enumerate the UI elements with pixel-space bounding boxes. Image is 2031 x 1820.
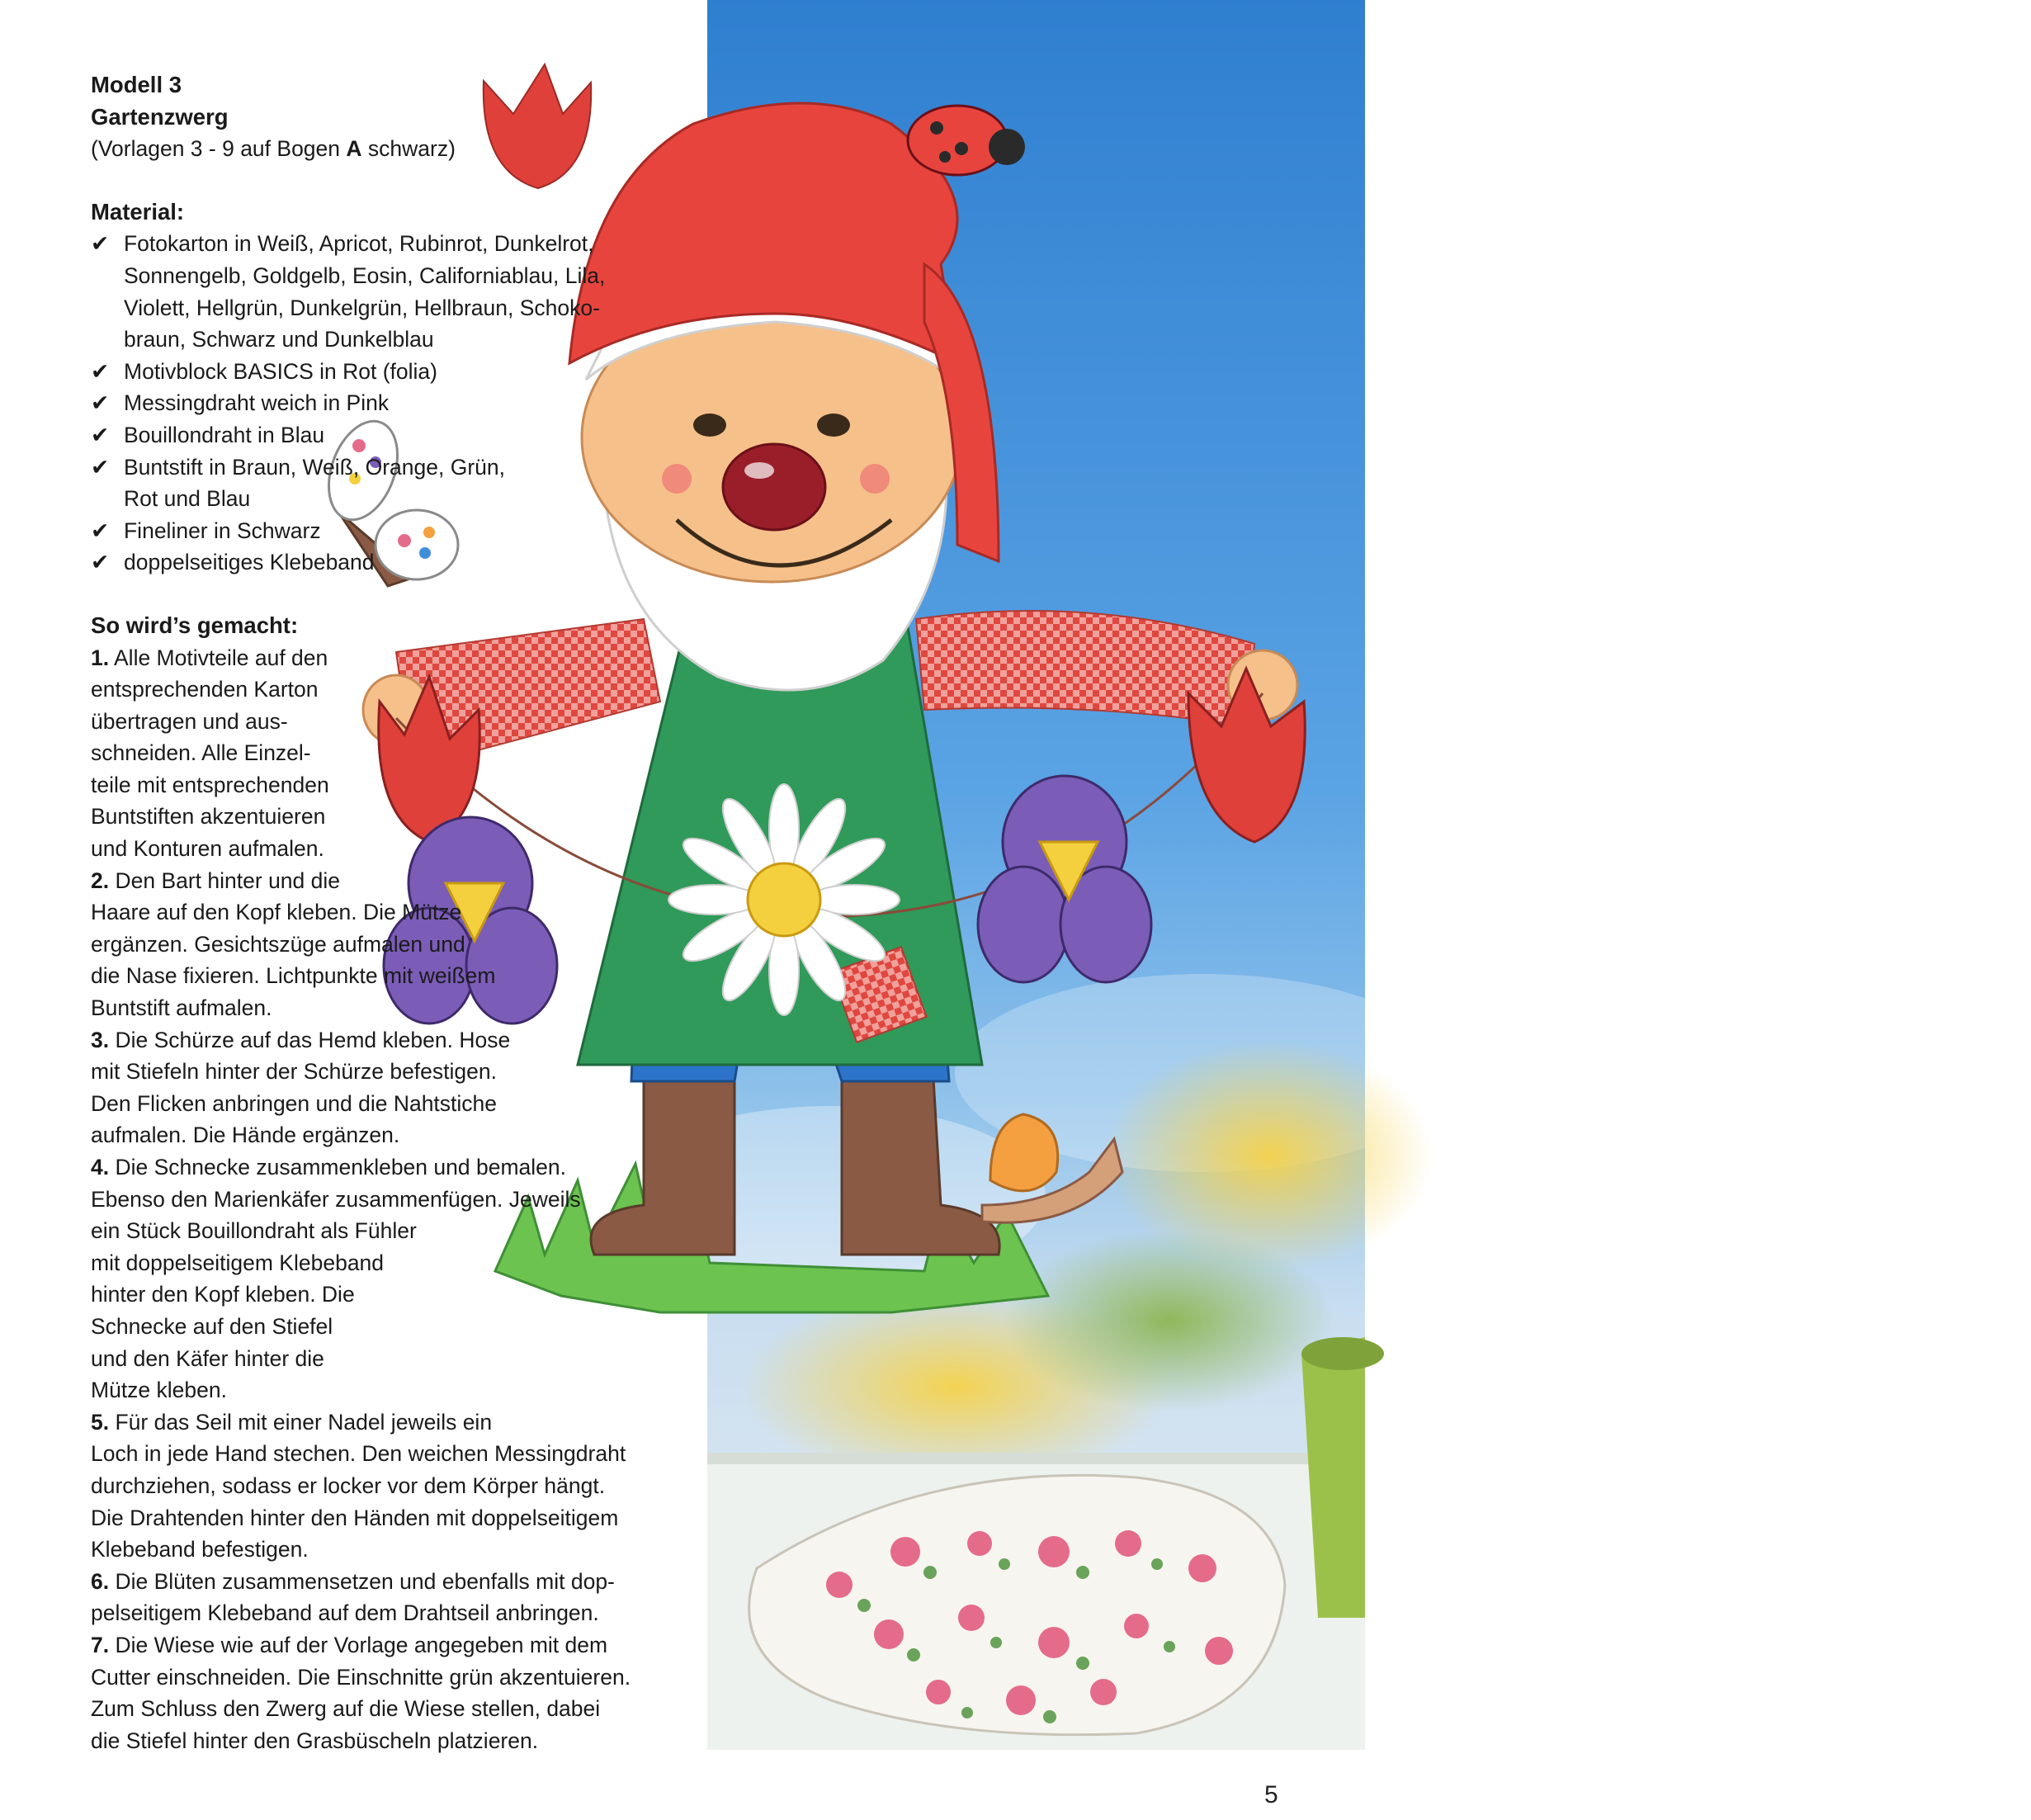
instructions-heading: So wird’s gemacht: <box>91 612 299 638</box>
step-number: 5. <box>91 1409 110 1435</box>
step-text: Den Flicken anbringen und die Nahtstiche <box>91 1090 498 1116</box>
material-heading: Material: <box>91 198 185 225</box>
material-item-line <box>91 419 685 451</box>
step-text: teile mit entsprechenden <box>91 772 329 797</box>
model-title: Modell 3 <box>91 72 182 97</box>
nose-icon <box>723 444 825 530</box>
step-line <box>91 1184 685 1216</box>
step-text: Mütze kleben. <box>91 1378 227 1403</box>
step-line <box>91 769 685 801</box>
step-text: Die Schnecke zusammenkleben und bemalen. <box>109 1155 566 1179</box>
step-text: die Nase fixieren. Lichtpunkte mit weißem <box>91 963 496 989</box>
step-number: 6. <box>91 1568 110 1594</box>
credit-text: Idee und Realisation: Sabine Vogt <box>1998 212 2018 503</box>
eye-left-icon <box>693 414 726 437</box>
step-text: schneiden. Alle Einzel- <box>91 740 311 766</box>
credit-container <box>1998 173 2031 503</box>
step-text: Die Schürze auf das Hemd kleben. Hose <box>109 1027 511 1052</box>
checkmark-icon: ✔ <box>91 231 110 257</box>
step-line <box>91 1024 685 1057</box>
material-item-line <box>91 451 685 484</box>
material-list <box>91 228 685 579</box>
page-number: 5 <box>1264 1781 1278 1808</box>
step-text: Zum Schluss den Zwerg auf die Wiese stellen, dabei <box>91 1696 601 1722</box>
step-line <box>91 674 685 706</box>
step-line <box>91 706 685 738</box>
step-line <box>91 1597 685 1629</box>
ladybug-icon <box>908 106 1025 175</box>
material-item-line <box>91 324 685 356</box>
material-item-line <box>91 260 685 292</box>
step-text: Die Wiese wie auf der Vorlage angegeben mit dem <box>109 1632 608 1657</box>
step-line <box>91 1662 685 1694</box>
material-item-text: Sonnengelb, Goldgelb, Eosin, Californiablau, Lila, <box>124 262 606 288</box>
step-text: Die Drahtenden hinter den Händen mit doppelseitigem <box>91 1505 619 1530</box>
checkmark-icon: ✔ <box>91 550 110 575</box>
step-text: aufmalen. Die Hände ergänzen. <box>91 1123 400 1148</box>
step-line <box>91 1470 685 1502</box>
step-text: Alle Motivteile auf den <box>109 645 328 670</box>
material-item-text: Violett, Hellgrün, Dunkelgrün, Hellbraun, Schoko- <box>124 295 600 320</box>
material-item-line <box>91 515 685 547</box>
step-text: und Konturen aufmalen. <box>91 836 324 862</box>
material-item-line <box>91 546 685 579</box>
step-line <box>91 1056 685 1088</box>
step-line <box>91 1566 685 1598</box>
step-line <box>91 960 685 992</box>
step-text: mit doppelseitigem Klebeband <box>91 1250 385 1275</box>
step-number: 3. <box>91 1027 110 1052</box>
material-item-line <box>91 292 685 324</box>
eye-right-icon <box>817 414 850 437</box>
checkmark-icon: ✔ <box>91 358 110 384</box>
step-line <box>91 1725 685 1757</box>
step-line <box>91 801 685 833</box>
material-item-text: Motivblock BASICS in Rot (folia) <box>124 358 437 384</box>
step-text: Klebeband befestigen. <box>91 1537 309 1562</box>
model-subtitle: Gartenzwerg <box>91 103 229 130</box>
template-reference <box>91 133 685 165</box>
step-text: Den Bart hinter und die <box>109 867 341 893</box>
step-line <box>91 737 685 769</box>
step-line <box>91 1151 685 1184</box>
step-text: hinter den Kopf kleben. Die <box>91 1282 355 1307</box>
material-item-line <box>91 483 685 515</box>
step-text: Ebenso den Marienkäfer zusammenfügen. Jeweils <box>91 1186 581 1212</box>
step-text: Buntstiften akzentuieren <box>91 804 326 830</box>
step-line <box>91 1343 685 1375</box>
steps-list <box>91 642 685 1757</box>
step-text: ein Stück Bouillondraht als Fühler <box>91 1218 417 1244</box>
step-line <box>91 1534 685 1566</box>
step-line <box>91 1247 685 1279</box>
step-number: 2. <box>91 867 110 893</box>
material-item-line <box>91 387 685 419</box>
step-text: übertragen und aus- <box>91 708 288 734</box>
material-item-text: Rot und Blau <box>124 486 251 512</box>
step-text: Buntstift aufmalen. <box>91 995 272 1021</box>
step-number: 1. <box>91 645 110 670</box>
template-suffix: schwarz) <box>361 136 456 162</box>
step-text: Cutter einschneiden. Die Einschnitte grün akzentuieren. <box>91 1664 631 1690</box>
material-item-text: Fineliner in Schwarz <box>124 518 321 543</box>
material-item-text: Fotokarton in Weiß, Apricot, Rubinrot, Dunkelrot, <box>124 231 594 257</box>
material-item-line <box>91 356 685 388</box>
material-item-text: Messingdraht weich in Pink <box>124 390 390 416</box>
step-line <box>91 992 685 1024</box>
pansy-right-icon <box>978 776 1151 982</box>
instruction-text-column <box>91 69 685 1756</box>
step-line <box>91 1693 685 1725</box>
step-line <box>91 929 685 961</box>
step-line <box>91 1502 685 1534</box>
step-line <box>91 896 685 929</box>
step-line <box>91 1311 685 1343</box>
step-text: pelseitigem Klebeband auf dem Drahtseil anbringen. <box>91 1600 599 1626</box>
step-line <box>91 1374 685 1406</box>
step-line <box>91 1119 685 1151</box>
boot-right-icon <box>842 1065 999 1255</box>
step-text: Haare auf den Kopf kleben. Die Mütze <box>91 900 462 925</box>
step-line <box>91 1629 685 1662</box>
step-text: mit Stiefeln hinter der Schürze befestigen. <box>91 1059 497 1085</box>
step-line <box>91 1088 685 1120</box>
step-text: Für das Seil mit einer Nadel jeweils ein <box>109 1409 493 1435</box>
step-text: ergänzen. Gesichtszüge aufmalen und <box>91 931 465 957</box>
checkmark-icon: ✔ <box>91 390 110 416</box>
snail-icon <box>982 1114 1122 1222</box>
template-sheet: A <box>346 136 362 162</box>
step-line <box>91 1215 685 1247</box>
step-text: Loch in jede Hand stechen. Den weichen Messingdraht <box>91 1441 626 1467</box>
material-item-line <box>91 228 685 260</box>
step-number: 4. <box>91 1155 110 1179</box>
step-line <box>91 833 685 865</box>
step-text: die Stiefel hinter den Grasbüscheln platzieren. <box>91 1728 539 1753</box>
step-line <box>91 1406 685 1439</box>
material-item-text: braun, Schwarz und Dunkelblau <box>124 327 434 352</box>
step-number: 7. <box>91 1632 110 1657</box>
checkmark-icon: ✔ <box>91 422 110 447</box>
step-line <box>91 1279 685 1311</box>
step-text: Die Blüten zusammensetzen und ebenfalls mit dop- <box>109 1568 615 1594</box>
step-text: durchziehen, sodass er locker vor dem Körper hängt. <box>91 1473 606 1498</box>
material-item-text: doppelseitiges Klebeband <box>124 550 375 575</box>
checkmark-icon: ✔ <box>91 454 110 480</box>
material-item-text: Bouillondraht in Blau <box>124 422 325 447</box>
material-item-text: Buntstift in Braun, Weiß, Orange, Grün, <box>124 454 505 480</box>
step-text: Schnecke auf den Stiefel <box>91 1313 333 1339</box>
template-prefix: (Vorlagen 3 - 9 auf Bogen <box>91 136 347 162</box>
checkmark-icon: ✔ <box>91 518 110 543</box>
step-line <box>91 1438 685 1470</box>
step-line <box>91 642 685 674</box>
step-line <box>91 865 685 897</box>
step-text: entsprechenden Karton <box>91 677 319 702</box>
step-text: und den Käfer hinter die <box>91 1345 324 1371</box>
